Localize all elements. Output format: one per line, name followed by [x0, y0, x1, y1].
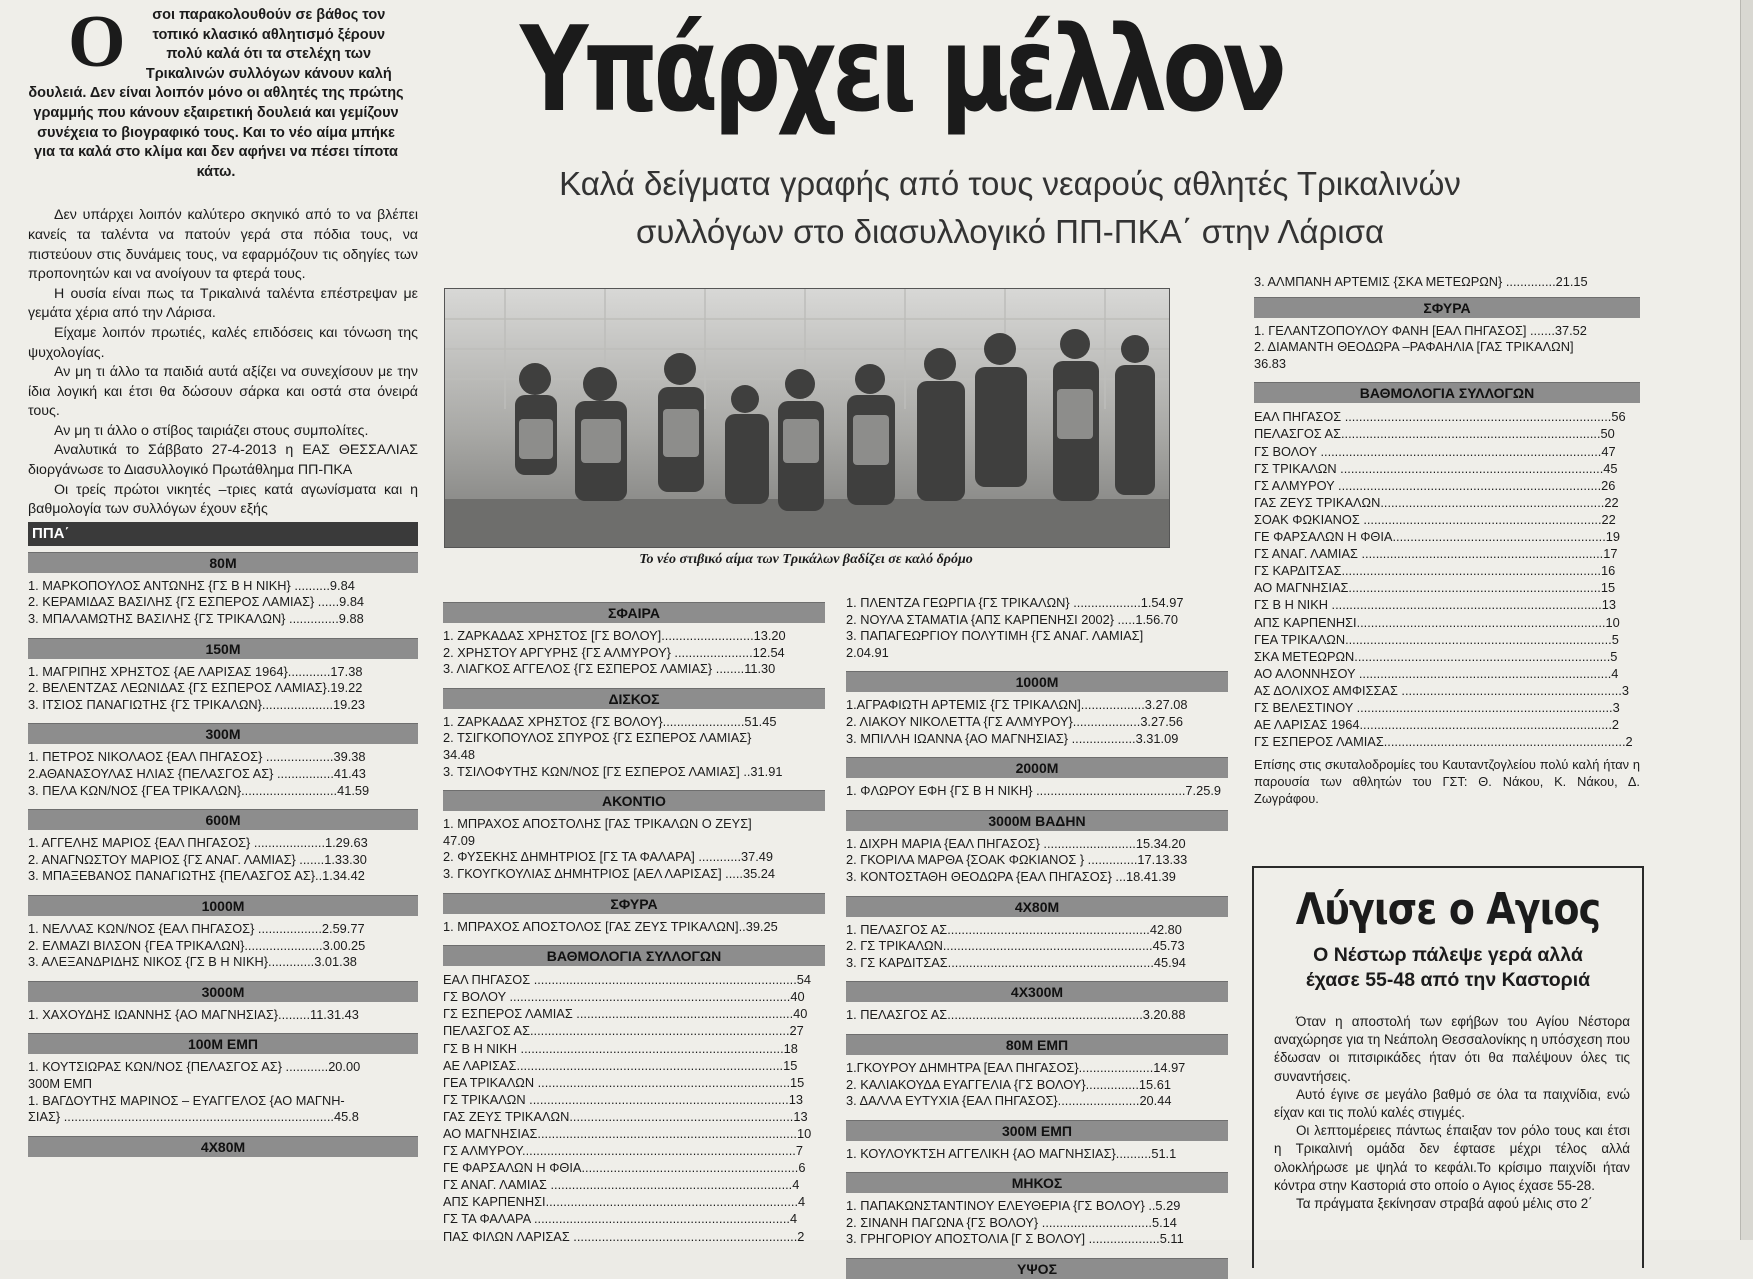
event-header: 1000Μ	[28, 895, 418, 916]
event-results	[28, 916, 418, 975]
event-header: 1000Μ	[846, 671, 1228, 692]
event-results	[443, 709, 825, 784]
standing-row: ΓΣ ΤΡΙΚΑΛΩΝ .........................................................................13	[443, 1091, 803, 1107]
standing-row: ΑΠΣ ΚΑΡΠΕΝΗΣΙ......................................................................10	[1254, 614, 1620, 630]
result-line: 1. ΠΕΤΡΟΣ ΝΙΚΟΛΑΟΣ {ΕΑΛ ΠΗΓΑΣΟΣ} ...................39.38	[28, 749, 366, 765]
box-body	[1254, 993, 1642, 1213]
standing-row: ΓΣ ΒΕΛΕΣΤΙΝΟΥ ........................................................................3	[1254, 699, 1620, 715]
result-line: 1. ΝΕΛΛΑΣ ΚΩΝ/ΝΟΣ {ΕΑΛ ΠΗΓΑΣΟΣ} ..................2.59.77	[28, 920, 365, 936]
athletes-photo-illustration	[445, 289, 1169, 547]
event-results	[28, 744, 418, 803]
event-header: ΣΦΥΡΑ	[443, 893, 825, 914]
event-results	[846, 1141, 1228, 1167]
result-line: 1. ΠΑΠΑΚΩΝΣΤΑΝΤΙΝΟΥ ΕΛΕΥΘΕΡΙΑ {ΓΣ ΒΟΛΟΥ} ..5.29	[846, 1198, 1181, 1214]
result-line: 1. ΓΕΛΑΝΤΖΟΠΟΥΛΟΥ ΦΑΝΗ [ΕΑΛ ΠΗΓΑΣΟΣ] .......37.52	[1254, 322, 1587, 338]
relay-note: Επίσης στις σκυταλοδρομίες του Καυταντζογλείου πολύ καλή ήταν η παρουσία των αθλητών του ΓΣΤ: Θ. Νάκου, Κ. Νάκου, Δ. Ζωγράφου.	[1254, 757, 1640, 807]
club-standings	[1254, 403, 1640, 754]
event-header: ΒΑΘΜΟΛΟΓΙΑ ΣΥΛΛΟΓΩΝ	[1254, 382, 1640, 403]
standing-row: ΑΟ ΜΑΓΝΗΣΙΑΣ.......................................................................15	[1254, 580, 1616, 596]
result-line: 1.ΓΚΟΥΡΟΥ ΔΗΜΗΤΡΑ [ΕΑΛ ΠΗΓΑΣΟΣ}.....................14.97	[846, 1059, 1186, 1075]
result-line: 34.48	[443, 746, 476, 762]
result-line: 1. ΦΛΩΡΟΥ ΕΦΗ {ΓΣ Β Η ΝΙΚΗ} ..........................................7.25.9	[846, 783, 1222, 799]
event-header: ΜΗΚΟΣ	[846, 1172, 1228, 1193]
result-line: 1. ΒΑΓΔΟΥΤΗΣ ΜΑΡΙΝΟΣ – ΕΥΑΓΓΕΛΟΣ {ΑΟ ΜΑΓΝΗ-	[28, 1092, 345, 1108]
result-line: 1. ΖΑΡΚΑΔΑΣ ΧΡΗΣΤΟΣ [ΓΣ ΒΟΛΟΥ]..........................13.20	[443, 628, 786, 643]
result-line: 1. ΠΕΛΑΣΓΟΣ ΑΣ.........................................................42.80	[846, 921, 1182, 937]
result-line: 1. ΠΛΕΝΤΖΑ ΓΕΩΡΓΙΑ {ΓΣ ΤΡΙΚΑΛΩΝ} ...................1.54.97	[846, 595, 1184, 610]
result-line: 300Μ ΕΜΠ	[28, 1075, 93, 1091]
event-results	[846, 831, 1228, 890]
result-line: 2. ΔΙΑΜΑΝΤΗ ΘΕΟΔΩΡΑ –ΡΑΦΑΗΛΙΑ [ΓΑΣ ΤΡΙΚΑΛΩΝ]	[1254, 339, 1574, 355]
standing-row: ΓΕΑ ΤΡΙΚΑΛΩΝ...........................................................................5	[1254, 631, 1619, 647]
event-results	[443, 811, 825, 886]
intro-column	[28, 1, 418, 1157]
result-line: 1. ΜΠΡΑΧΟΣ ΑΠΟΣΤΟΛΗΣ [ΓΑΣ ΤΡΙΚΑΛΩΝ Ο ΖΕΥΣ]	[443, 816, 752, 832]
standing-row: ΠΕΛΑΣΓΟΣ ΑΣ.........................................................................27	[443, 1023, 804, 1039]
drop-cap: Ο	[68, 1, 126, 83]
result-line: 1. ΜΑΡΚΟΠΟΥΛΟΣ ΑΝΤΩΝΗΣ {ΓΣ Β Η ΝΙΚΗ} ..........9.84	[28, 577, 355, 593]
results-list	[846, 671, 1228, 1279]
event-header: ΣΦΥΡΑ	[1254, 297, 1640, 318]
box-paragraph: Τα πράγματα ξεκίνησαν στραβά αφού μέλις στο 2΄	[1296, 1196, 1593, 1212]
event-header: 2000Μ	[846, 757, 1228, 778]
club-standings	[443, 966, 825, 1249]
standing-row: ΓΣ ΑΛΜΥΡΟΥ ..........................................................................26	[1254, 477, 1616, 493]
result-line: 2. ΚΕΡΑΜΙΔΑΣ ΒΑΣΙΛΗΣ {ΓΣ ΕΣΠΕΡΟΣ ΛΑΜΙΑΣ} ......9.84	[28, 594, 365, 610]
basketball-story-box	[1252, 866, 1644, 1268]
result-line: 3. ΔΑΛΛΑ ΕΥΤΥΧΙΑ {ΕΑΛ ΠΗΓΑΣΟΣ}.......................20.44	[846, 1093, 1172, 1109]
event-results	[846, 1055, 1228, 1114]
subheadline-line: Καλά δείγματα γραφής από τους νεαρούς αθλητές Τρικαλινών	[559, 165, 1461, 202]
headline: Υπάρχει μέλλον	[520, 0, 1282, 138]
standing-row: ΓΣ Β Η ΝΙΚΗ ..........................................................................18	[443, 1040, 798, 1056]
event-header: 80Μ	[28, 552, 418, 573]
result-line: 2.04.91	[846, 644, 889, 660]
standing-row: ΓΑΣ ΖΕΥΣ ΤΡΙΚΑΛΩΝ...............................................................13	[443, 1108, 808, 1124]
event-header: ΥΨΟΣ	[846, 1258, 1228, 1279]
standing-row: ΓΣ Β Η ΝΙΚΗ ............................................................................13	[1254, 597, 1616, 613]
standing-row: ΠΑΣ ΦΙΛΩΝ ΛΑΡΙΣΑΣ ...............................................................2	[443, 1228, 805, 1244]
event-results	[846, 1002, 1228, 1028]
athletes-photo	[444, 288, 1170, 548]
result-line: 3. ΑΛΜΠΑΝΗ ΑΡΤΕΜΙΣ {ΣΚΑ ΜΕΤΕΩΡΩΝ} ..............21.15	[1254, 274, 1588, 289]
event-header: 600Μ	[28, 809, 418, 830]
event-header: 300Μ ΕΜΠ	[846, 1120, 1228, 1141]
result-line: 2.ΑΘΑΝΑΣΟΥΛΑΣ ΗΛΙΑΣ {ΠΕΛΑΣΓΟΣ ΑΣ} ................41.43	[28, 766, 366, 781]
result-line: 3. ΤΣΙΛΟΦΥΤΗΣ ΚΩΝ/ΝΟΣ [ΓΣ ΕΣΠΕΡΟΣ ΛΑΜΙΑΣ] ..31.91	[443, 763, 783, 779]
standing-row: ΓΕΑ ΤΡΙΚΑΛΩΝ .......................................................................15	[443, 1074, 805, 1090]
standing-row: ΣΚΑ ΜΕΤΕΩΡΩΝ........................................................................5	[1254, 648, 1618, 664]
standing-row: ΓΣ ΕΣΠΕΡΟΣ ΛΑΜΙΑΣ .............................................................40	[443, 1006, 808, 1022]
photo-caption: Το νέο στιβικό αίμα των Τρικάλων βαδίζει σε καλό δρόμο	[639, 552, 973, 567]
event-header: 3000Μ ΒΑΔΗΝ	[846, 810, 1228, 831]
box-paragraph: Αυτό έγινε σε μεγάλο βαθμό σε όλα τα παιχνίδια, ενώ είχαν και τις πολύ καλές στιγμές.	[1274, 1086, 1630, 1121]
box-paragraph: Οι λεπτομέρειες πάντως έπαιξαν τον ρόλο τους και έτσι η Τρικαλινή ομάδα δεν έφτασε μέχρι τέλος αλλά ολοκλήρωσε με ψηλά το κεφάλι.Το κρίσιμο παιχνίδι ήταν κόντρα στην Καστοριά στο οποίο ο Αγιος έχασε 55-28.	[1274, 1123, 1630, 1193]
event-header: 80Μ ΕΜΠ	[846, 1034, 1228, 1055]
body-paragraph: Είχαμε λοιπόν πρωτιές, καλές επιδόσεις και τόνωση της ψυχολογίας.	[28, 324, 418, 361]
standing-row: ΑΕ ΛΑΡΙΣΑΣ 1964.......................................................................2	[1254, 717, 1620, 733]
result-line: 1. ΠΕΛΑΣΓΟΣ ΑΣ.......................................................3.20.88	[846, 1007, 1186, 1023]
body-text	[28, 206, 418, 520]
event-results	[846, 778, 1228, 804]
event-results	[28, 573, 418, 632]
result-line: 1.ΑΓΡΑΦΙΩΤΗ ΑΡΤΕΜΙΣ {ΓΣ ΤΡΙΚΑΛΩΝ]..................3.27.08	[846, 697, 1188, 713]
lead-text: σοι παρακολουθούν σε βάθος τον τοπικό κλασικό αθλητισμό ξέρουν πολύ καλά ότι τα στελέχη των Τρικαλινών συλλόγων κάνουν καλή δουλειά. Δεν είναι λοιπόν μόνο οι αθλητές της πρώτης γραμμής που κάνουν εξαιρετική δουλειά και γεμίζουν συνέχεια το βιογραφικό τους. Και το νέο αίμα μπήκε για τα καλά στο κλίμα και δεν αφήνει να πέσει τίποτα κάτω.	[28, 7, 404, 180]
result-line: 3. ΠΑΠΑΓΕΩΡΓΙΟΥ ΠΟΛΥΤΙΜΗ {ΓΣ ΑΝΑΓ. ΛΑΜΙΑΣ]	[846, 628, 1144, 644]
result-line: 3. ΓΡΗΓΟΡΙΟΥ ΑΠΟΣΤΟΛΙΑ [Γ Σ ΒΟΛΟΥ] ....................5.11	[846, 1231, 1184, 1247]
event-results	[846, 1193, 1228, 1252]
event-header: 4Χ300Μ	[846, 981, 1228, 1002]
result-line: 3. ΜΠΑΞΕΒΑΝΟΣ ΠΑΝΑΓΙΩΤΗΣ {ΠΕΛΑΣΓΟΣ ΑΣ}..1.34.42	[28, 868, 365, 884]
event-results	[28, 830, 418, 889]
standing-row: ΑΟ ΑΛΟΝΝΗΣΟΥ .......................................................................4	[1254, 665, 1619, 681]
event-header: 100Μ ΕΜΠ	[28, 1033, 418, 1054]
standing-row: ΓΑΣ ΖΕΥΣ ΤΡΙΚΑΛΩΝ...............................................................22	[1254, 494, 1619, 510]
result-line: 2. ΦΥΣΕΚΗΣ ΔΗΜΗΤΡΙΟΣ [ΓΣ ΤΑ ΦΑΛΑΡΑ] ............37.49	[443, 849, 774, 865]
event-header: ΔΙΣΚΟΣ	[443, 688, 825, 709]
box-subtitle-line: έχασε 55-48 από την Καστοριά	[1305, 969, 1591, 991]
result-line: 1. ΚΟΥΛΟΥΚΤΣΗ ΑΓΓΕΛΙΚΗ {ΑΟ ΜΑΓΝΗΣΙΑΣ}..........51.1	[846, 1145, 1177, 1161]
result-line: 3. ΜΠΑΛΑΜΩΤΗΣ ΒΑΣΙΛΗΣ {ΓΣ ΤΡΙΚΑΛΩΝ} ..............9.88	[28, 611, 364, 627]
standing-row: ΓΣ ΚΑΡΔΙΤΣΑΣ.........................................................................16	[1254, 563, 1616, 579]
results-list	[1254, 297, 1640, 755]
event-header: 4Χ80Μ	[28, 1136, 418, 1157]
box-subtitle	[1254, 943, 1642, 993]
section-header-ppa: ΠΠΑ΄	[28, 522, 418, 546]
event-results	[28, 1054, 418, 1129]
result-line: 1. ΧΑΧΟΥΔΗΣ ΙΩΑΝΝΗΣ {ΑΟ ΜΑΓΝΗΣΙΑΣ}.........11.31.43	[28, 1006, 359, 1022]
result-line: 3. ΑΛΕΞΑΝΔΡΙΔΗΣ ΝΙΚΟΣ {ΓΣ Β Η ΝΙΚΗ}.............3.01.38	[28, 954, 357, 970]
standing-row: ΣΟΑΚ ΦΩΚΙΑΝΟΣ ...................................................................22	[1254, 511, 1616, 527]
result-line: 1. ΜΠΡΑΧΟΣ ΑΠΟΣΤΟΛΟΣ [ΓΑΣ ΖΕΥΣ ΤΡΙΚΑΛΩΝ]..39.25	[443, 918, 778, 934]
event-header: 300Μ	[28, 723, 418, 744]
results-column-3	[846, 590, 1228, 1279]
event-results	[28, 659, 418, 718]
result-line: 2. ΕΛΜΑΖΙ ΒΙΛΣΟΝ {ΓΕΑ ΤΡΙΚΑΛΩΝ}......................3.00.25	[28, 937, 366, 953]
event-results	[846, 917, 1228, 976]
subheadline-line: συλλόγων στο διασυλλογικό ΠΠ-ΠΚΑ΄ στην Λάρισα	[635, 213, 1385, 250]
event-header: 3000Μ	[28, 981, 418, 1002]
standing-row: ΑΠΣ ΚΑΡΠΕΝΗΣΙ.......................................................................4	[443, 1194, 806, 1210]
standing-row: ΓΣ ΑΛΜΥΡΟΥ.............................................................................7	[443, 1143, 803, 1159]
result-line: 2. ΧΡΗΣΤΟΥ ΑΡΓΥΡΗΣ {ΓΣ ΑΛΜΥΡΟΥ} ......................12.54	[443, 644, 785, 660]
standing-row: ΓΕ ΦΑΡΣΑΛΩΝ Η ΦΘΙΑ.............................................................6	[443, 1160, 806, 1176]
event-results	[28, 1002, 418, 1028]
result-line: 1. ΖΑΡΚΑΔΑΣ ΧΡΗΣΤΟΣ {ΓΣ ΒΟΛΟΥ}.......................51.45	[443, 713, 777, 729]
body-paragraph: Η ουσία είναι πως τα Τρικαλινά ταλέντα επέστρεψαν με γεμάτα χέρια από την Λάρισα.	[28, 285, 418, 322]
event-results	[846, 692, 1228, 751]
body-paragraph: Οι τρείς πρώτοι νικητές –τριες κατά αγωνίσματα και η βαθμολογία των συλλόγων έχουν εξής	[28, 481, 418, 518]
event-results	[443, 914, 825, 940]
event-header: ΣΦΑΙΡΑ	[443, 602, 825, 623]
results-column-2	[443, 596, 825, 1249]
event-header: 150Μ	[28, 638, 418, 659]
results-list	[28, 552, 418, 1157]
standing-row: ΓΣ ΑΝΑΓ. ΛΑΜΙΑΣ ....................................................................17	[1254, 546, 1618, 562]
result-line: 2. ΚΑΛΙΑΚΟΥΔΑ ΕΥΑΓΓΕΛΙΑ {ΓΣ ΒΟΛΟΥ}...............15.61	[846, 1076, 1171, 1092]
result-line: 2. ΒΕΛΕΝΤΖΑΣ ΛΕΩΝΙΔΑΣ {ΓΣ ΕΣΠΕΡΟΣ ΛΑΜΙΑΣ}.19.22	[28, 680, 363, 696]
body-paragraph: Δεν υπάρχει λοιπόν καλύτερο σκηνικό από το να βλέπει κανείς τα ταλέντα να πατούν γερά στα πόδια τους, να πιστεύουν στις δυνάμεις τους, να εφαρμόζουν τις οδηγίες των προπονητών και να ανοίγουν τα φτερά τους.	[28, 207, 418, 283]
result-line: 2. ΑΝΑΓΝΩΣΤΟΥ ΜΑΡΙΟΣ {ΓΣ ΑΝΑΓ. ΛΑΜΙΑΣ} .......1.33.30	[28, 851, 367, 867]
result-line: 3. ΠΕΛΑ ΚΩΝ/ΝΟΣ {ΓΕΑ ΤΡΙΚΑΛΩΝ}...........................41.59	[28, 782, 370, 798]
result-line: 2. ΛΙΑΚΟΥ ΝΙΚΟΛΕΤΤΑ {ΓΣ ΑΛΜΥΡΟΥ}...................3.27.56	[846, 713, 1184, 729]
result-line: 1. ΑΓΓΕΛΗΣ ΜΑΡΙΟΣ {ΕΑΛ ΠΗΓΑΣΟΣ} ....................1.29.63	[28, 835, 368, 851]
result-line: 3. ΓΚΟΥΓΚΟΥΛΙΑΣ ΔΗΜΗΤΡΙΟΣ [ΑΕΛ ΛΑΡΙΣΑΣ] .....35.24	[443, 865, 775, 881]
event-results	[443, 623, 825, 682]
standing-row: ΑΕ ΛΑΡΙΣΑΣ...........................................................................15	[443, 1057, 798, 1073]
standing-row: ΓΣ ΑΝΑΓ. ΛΑΜΙΑΣ ....................................................................4	[443, 1177, 800, 1193]
result-line: 3. ΜΠΙΛΛΗ ΙΩΑΝΝΑ {ΑΟ ΜΑΓΝΗΣΙΑΣ} ..................3.31.09	[846, 730, 1179, 746]
subheadline	[520, 160, 1500, 256]
body-paragraph: Αν μη τι άλλο τα παιδιά αυτά αξίζει να συνεχίσουν με την ίδια λογική και έτσι θα δώσουν σάρκα και οστά στα όνειρά τους.	[28, 364, 418, 420]
box-title: Λύγισε ο Αγιος	[1295, 884, 1601, 935]
result-line: 1. ΔΙΧΡΗ ΜΑΡΙΑ {ΕΑΛ ΠΗΓΑΣΟΣ} ..........................15.34.20	[846, 835, 1186, 851]
standing-row: ΑΣ ΔΟΛΙΧΟΣ ΑΜΦΙΣΣΑΣ ..............................................................3	[1254, 682, 1629, 698]
standing-row: ΓΣ ΒΟΛΟΥ ...............................................................................47	[1254, 443, 1616, 459]
result-line: 3. ΚΟΝΤΟΣΤΑΘΗ ΘΕΟΔΩΡΑ {ΕΑΛ ΠΗΓΑΣΟΣ} ...18.41.39	[846, 868, 1176, 884]
body-paragraph: Αν μη τι άλλο ο στίβος ταιριάζει στους συμπολίτες.	[54, 422, 369, 439]
standing-row: ΓΣ ΕΣΠΕΡΟΣ ΛΑΜΙΑΣ....................................................................2	[1254, 734, 1633, 750]
event-header: ΑΚΟΝΤΙΟ	[443, 790, 825, 811]
adjacent-page-edge	[1740, 0, 1753, 1240]
result-line: 3. ΛΙΑΓΚΟΣ ΑΓΓΕΛΟΣ {ΓΣ ΕΣΠΕΡΟΣ ΛΑΜΙΑΣ} ........11.30	[443, 661, 776, 677]
result-line: 1. ΚΟΥΤΣΙΩΡΑΣ ΚΩΝ/ΝΟΣ {ΠΕΛΑΣΓΟΣ ΑΣ} ............20.00	[28, 1059, 361, 1075]
results-column-4	[1254, 274, 1640, 807]
results-continued	[846, 590, 1228, 665]
result-line: 1. ΜΑΓΡΙΠΗΣ ΧΡΗΣΤΟΣ {ΑΕ ΛΑΡΙΣΑΣ 1964}............17.38	[28, 663, 363, 679]
standing-row: ΓΕ ΦΑΡΣΑΛΩΝ Η ΦΘΙΑ............................................................19	[1254, 529, 1621, 545]
standing-row: ΕΑΛ ΠΗΓΑΣΟΣ ...........................................................................56	[1254, 409, 1626, 425]
standing-row: ΠΕΛΑΣΓΟΣ ΑΣ.........................................................................50	[1254, 426, 1615, 442]
result-line: 2. ΓΣ ΤΡΙΚΑΛΩΝ...........................................................45.73	[846, 938, 1185, 954]
body-paragraph: Αναλυτικά το Σάββατο 27-4-2013 η ΕΑΣ ΘΕΣΣΑΛΙΑΣ διοργάνωσε το Διασυλλογικό Πρωτάθλημα ΠΠ-ΠΚΑ	[28, 442, 418, 479]
standing-row: ΓΣ ΒΟΛΟΥ ...............................................................................40	[443, 989, 805, 1005]
result-line: 2. ΓΚΟΡΙΛΑ ΜΑΡΘΑ {ΣΟΑΚ ΦΩΚΙΑΝΟΣ } ..............17.13.33	[846, 852, 1188, 868]
result-line: 36.83	[1254, 355, 1287, 371]
standing-row: ΓΣ ΤΑ ΦΑΛΑΡΑ ........................................................................4	[443, 1211, 798, 1227]
result-line: 2. ΣΙΝΑΝΗ ΠΑΓΩΝΑ {ΓΣ ΒΟΛΟΥ} ...............................5.14	[846, 1214, 1177, 1230]
lead-paragraph	[28, 1, 418, 182]
result-line: ΣΙΑΣ} ............................................................................45.8	[28, 1109, 359, 1125]
event-header: ΒΑΘΜΟΛΟΓΙΑ ΣΥΛΛΟΓΩΝ	[443, 945, 825, 966]
result-line: 2. ΝΟΥΛΑ ΣΤΑΜΑΤΙΑ {ΑΠΣ ΚΑΡΠΕΝΗΣΙ 2002} .....1.56.70	[846, 611, 1179, 627]
result-line: 3. ΓΣ ΚΑΡΔΙΤΣΑΣ..........................................................45.94	[846, 954, 1186, 970]
event-header: 4Χ80Μ	[846, 896, 1228, 917]
result-line: 47.09	[443, 832, 476, 848]
event-results	[1254, 318, 1640, 377]
standing-row: ΕΑΛ ΠΗΓΑΣΟΣ ..........................................................................54	[443, 972, 812, 988]
standing-row: ΑΟ ΜΑΓΝΗΣΙΑΣ.........................................................................10	[443, 1125, 812, 1141]
box-subtitle-line: Ο Νέστωρ πάλεψε γερά αλλά	[1313, 944, 1583, 966]
standing-row: ΓΣ ΤΡΙΚΑΛΩΝ ..........................................................................45	[1254, 460, 1618, 476]
box-paragraph: Όταν η αποστολή των εφήβων του Αγίου Νέστορα αναχώρησε για τη Νεάπολη Θεσσαλονίκης η υπόσχεση που έδωσαν οι πιτσιρικάδες ήταν ότι θα παλέψουν όλες τις συναντήσεις.	[1274, 1014, 1630, 1084]
result-line: 3. ΙΤΣΙΟΣ ΠΑΝΑΓΙΩΤΗΣ {ΓΣ ΤΡΙΚΑΛΩΝ}....................19.23	[28, 696, 366, 712]
result-line: 2. ΤΣΙΓΚΟΠΟΥΛΟΣ ΣΠΥΡΟΣ {ΓΣ ΕΣΠΕΡΟΣ ΛΑΜΙΑΣ}	[443, 730, 752, 746]
